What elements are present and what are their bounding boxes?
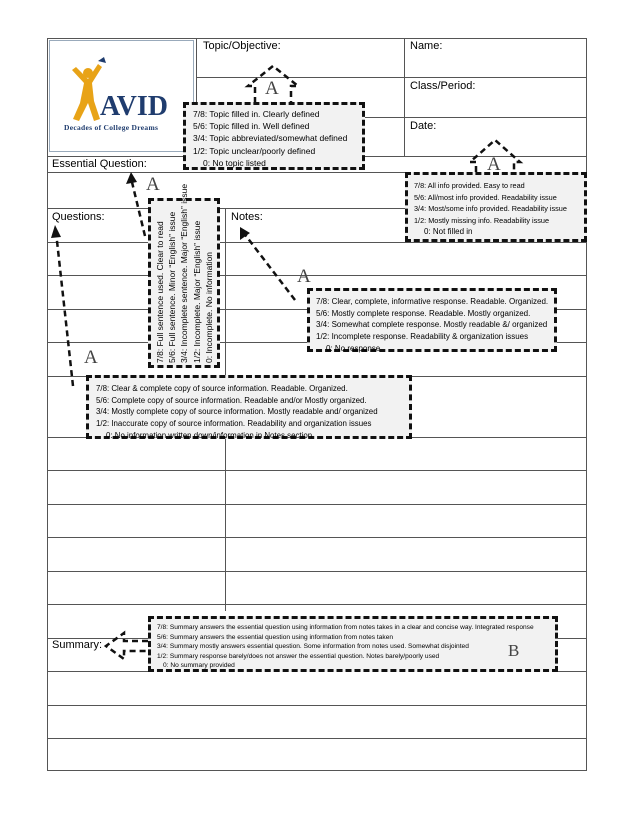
- grade-letter: A: [84, 347, 98, 368]
- rubric-line: 7/8: All info provided. Easy to read: [414, 181, 525, 190]
- rubric-line: 1/2: Incomplete. Major “English” issue: [191, 220, 202, 363]
- rubric-line: 0: Not filled in: [424, 227, 473, 236]
- grade-letter: A: [487, 154, 501, 175]
- rubric-essential-text: [154, 183, 218, 363]
- rubric-line: 3/4: Mostly complete copy of source information. Mostly readable and/ organized: [96, 407, 378, 417]
- grade-letter: A: [297, 266, 311, 287]
- rubric-line: 1/2: Topic unclear/poorly defined: [193, 145, 316, 156]
- rubric-line: 3/4: Somewhat complete response. Mostly readable &/ organized: [316, 320, 548, 330]
- grade-letter: B: [508, 641, 520, 660]
- rubric-line: 0: No summary provided: [163, 662, 235, 670]
- rubric-line: 5/6: Full sentence. Minor “English” issue: [167, 211, 178, 363]
- date-label: Date:: [410, 120, 437, 132]
- rubric-line: 5/6: Topic filled in. Well defined: [193, 121, 310, 132]
- rubric-line: 3/4: Summary mostly answers essential question. Some information from notes used. Somewhat disjointed: [157, 643, 469, 651]
- rubric-questions: [86, 375, 412, 439]
- rubric-line: 0: No topic listed: [203, 157, 266, 168]
- rubric-line: 5/6: Complete copy of source information. Readable and/or Mostly organized.: [96, 395, 367, 405]
- rubric-line: 7/8: Clear, complete, informative response. Readable. Organized.: [316, 297, 549, 306]
- name-label: Name:: [410, 40, 443, 52]
- essential-question-label: Essential Question:: [52, 158, 147, 170]
- rubric-line: 3/4: Topic abbreviated/somewhat defined: [193, 133, 348, 144]
- rubric-line: 7/8: Summary answers the essential question using information from notes takes in a clear and concise way. Integrated response: [157, 624, 534, 631]
- rubric-line: 5/6: Summary answers the essential question using information from notes taken: [157, 633, 394, 641]
- summary-label: Summary:: [52, 639, 103, 651]
- rubric-line: 0: No information written down/information in Notes section: [106, 430, 313, 440]
- notes-label: Notes:: [231, 211, 263, 223]
- rubric-line: 1/2: Incomplete response. Readability & organization issues: [316, 332, 529, 342]
- grade-letter: A: [146, 174, 160, 195]
- rubric-line: 1/2: Mostly missing info. Readability issue: [414, 215, 550, 225]
- rubric-line: 1/2: Summary response barely/does not answer the essential question. Notes barely/poorly used: [157, 652, 440, 660]
- rubric-summary: [148, 616, 558, 672]
- rubric-line: 7/8: Clear & complete copy of source information. Readable. Organized.: [96, 384, 348, 393]
- rubric-line: 3/4: Most/some info provided. Readability issue: [414, 204, 567, 213]
- logo-brand: AVID: [100, 91, 168, 122]
- rubric-line: 1/2: Inaccurate copy of source information. Readability and organization issues: [96, 419, 372, 429]
- rubric-line: 7/8: Topic filled in. Clearly defined: [193, 109, 320, 119]
- rubric-line: 0: Incomplete. No information: [203, 251, 214, 363]
- rubric-line: 7/8: Full sentence used. Clear to read: [155, 221, 165, 363]
- class-label: Class/Period:: [410, 80, 476, 92]
- rubric-line: 5/6: Mostly complete response. Readable. Mostly organized.: [316, 308, 531, 318]
- rubric-info: [405, 172, 587, 242]
- logo-tagline: Decades of College Dreams: [64, 123, 159, 132]
- rubric-notes: [307, 288, 557, 352]
- questions-label: Questions:: [52, 211, 105, 223]
- topic-label: Topic/Objective:: [203, 40, 281, 52]
- rubric-topic: [183, 102, 365, 170]
- rubric-line: 5/6: All/most info provided. Readability issue: [414, 192, 557, 202]
- grade-letter: A: [265, 78, 279, 99]
- rubric-line: 0: No response: [326, 343, 381, 353]
- rubric-line: 3/4: Incomplete sentence. Major “English” issue: [179, 183, 190, 363]
